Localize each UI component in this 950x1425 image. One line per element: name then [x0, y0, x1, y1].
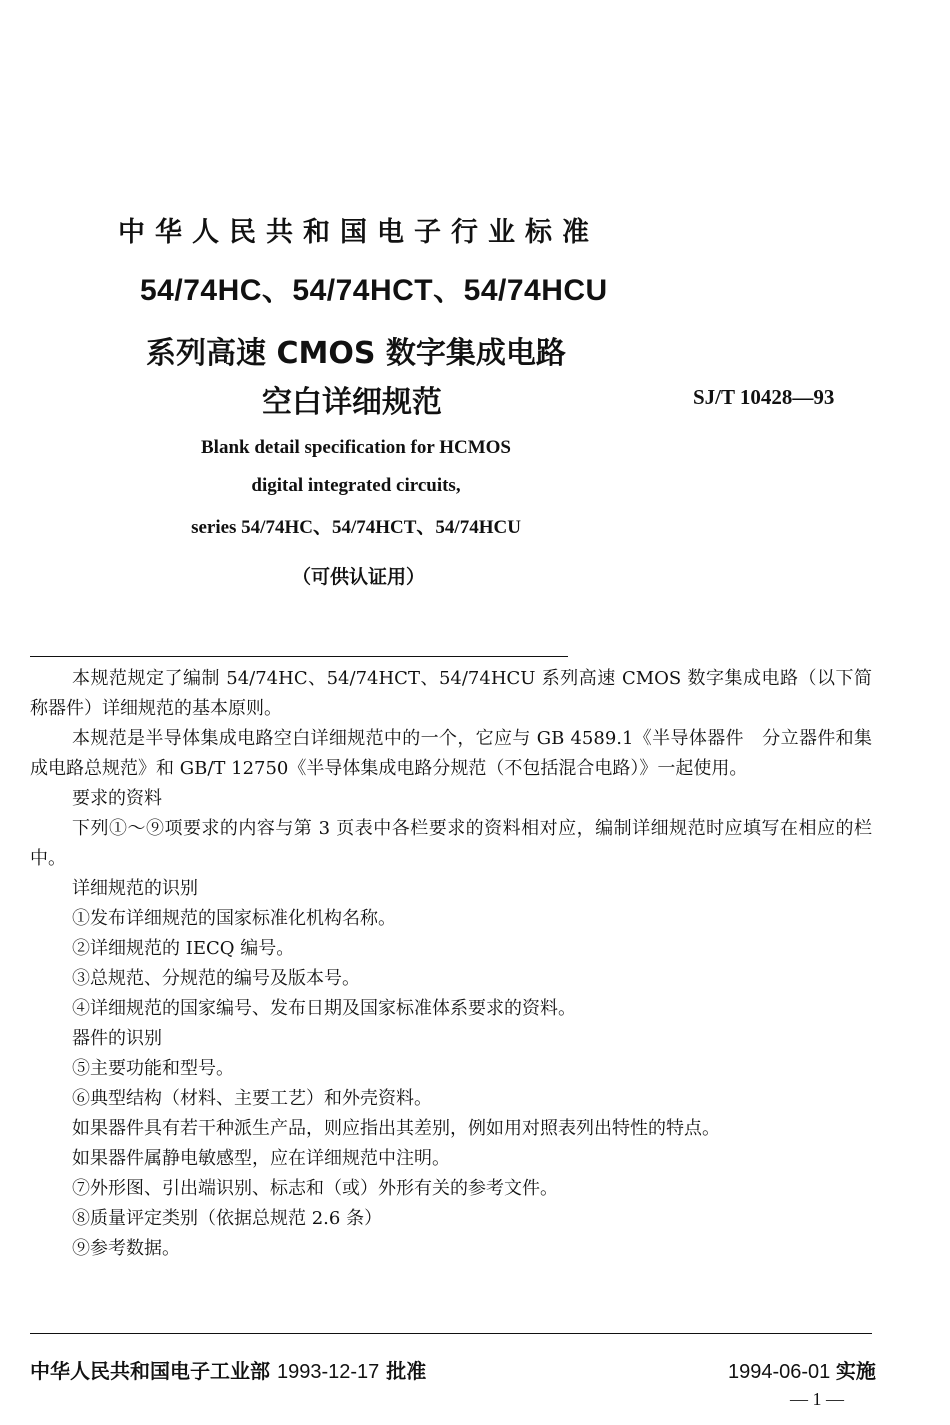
- paragraph-items: 下列①～⑨项要求的内容与第 3 页表中各栏要求的资料相对应，编制详细规范时应填写在相应的栏中。: [30, 818, 872, 869]
- effective-date: 1994-06-01: [728, 1361, 831, 1383]
- list-item-7: ⑦外形图、引出端识别、标志和（或）外形有关的参考文件。: [72, 1178, 558, 1199]
- list-item-4: ④详细规范的国家编号、发布日期及国家标准体系要求的资料。: [72, 998, 576, 1019]
- approver-name: 中华人民共和国电子工业部: [30, 1359, 270, 1383]
- english-title-line-1: Blank detail specification for HCMOS: [201, 437, 511, 458]
- heading-spec-identification: 详细规范的识别: [72, 878, 198, 899]
- issuing-authority-title: 中华人民共和国电子行业标准: [118, 217, 599, 248]
- note-esd: 如果器件属静电敏感型，应在详细规范中注明。: [72, 1148, 450, 1169]
- paragraph-usage: 本规范是半导体集成电路空白详细规范中的一个，它应与 GB 4589.1《半导体器件 分立器件和集成电路总规范》和 GB/T 12750《半导体集成电路分规范（不包括混合电路）》一起使用。: [30, 728, 872, 779]
- series-line: 54/74HC、54/74HCT、54/74HCU: [140, 274, 608, 307]
- standard-number: SJ/T 10428—93: [693, 385, 835, 409]
- heading-required-info: 要求的资料: [72, 788, 162, 809]
- chinese-title-line-2: 空白详细规范: [262, 385, 442, 420]
- approval-word: 批准: [386, 1359, 427, 1383]
- heading-device-identification: 器件的识别: [72, 1028, 162, 1049]
- english-title-line-3: series 54/74HC、54/74HCT、54/74HCU: [191, 517, 521, 538]
- page-number: — 1 —: [790, 1389, 844, 1409]
- chinese-title-line-1: 系列高速 CMOS 数字集成电路: [146, 336, 566, 371]
- list-item-8: ⑧质量评定类别（依据总规范 2.6 条）: [72, 1208, 383, 1229]
- list-item-9: ⑨参考数据。: [72, 1238, 180, 1259]
- list-item-6: ⑥典型结构（材料、主要工艺）和外壳资料。: [72, 1088, 432, 1109]
- footer-divider: [30, 1333, 872, 1334]
- document-body: [30, 664, 872, 1264]
- paragraph-scope: 本规范规定了编制 54/74HC、54/74HCT、54/74HCU 系列高速 CMOS 数字集成电路（以下简称器件）详细规范的基本原则。: [30, 668, 872, 719]
- approval-line: [30, 1355, 426, 1384]
- english-title-line-2: digital integrated circuits,: [251, 475, 461, 496]
- list-item-1: ①发布详细规范的国家标准化机构名称。: [72, 908, 396, 929]
- effective-line: [728, 1355, 876, 1384]
- note-derivatives: 如果器件具有若干种派生产品，则应指出其差别，例如用对照表列出特性的特点。: [72, 1118, 720, 1139]
- certification-note: （可供认证用）: [292, 566, 426, 588]
- list-item-3: ③总规范、分规范的编号及版本号。: [72, 968, 360, 989]
- header-divider: [30, 656, 568, 657]
- list-item-2: ②详细规范的 IECQ 编号。: [72, 938, 295, 959]
- approval-date: 1993-12-17: [276, 1361, 380, 1383]
- list-item-5: ⑤主要功能和型号。: [72, 1058, 234, 1079]
- effective-word: 实施: [835, 1359, 876, 1383]
